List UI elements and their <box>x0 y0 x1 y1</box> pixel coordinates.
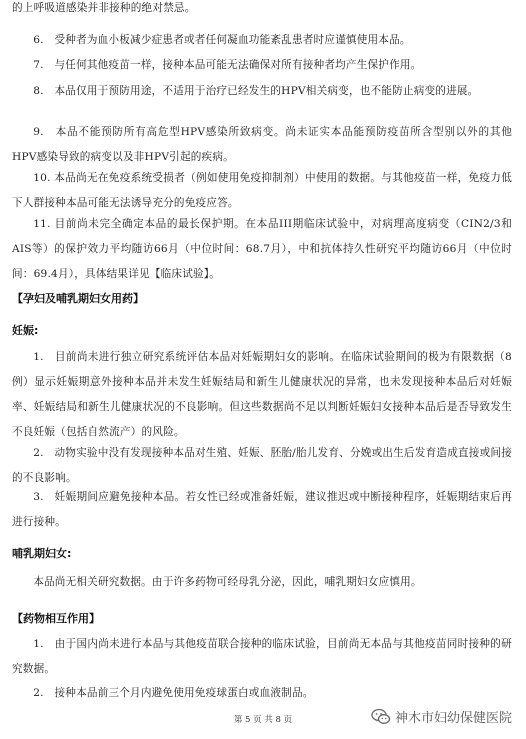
watermark-text: 神木市妇幼保健医院 <box>394 711 512 726</box>
paragraph-9: 9. 本品不能预防所有高危型HPV感染所致病变。尚未证实本品能预防疫苗所含型别以外的其他HPV感染导致的病变以及非HPV引起的疾病。 <box>12 126 512 163</box>
section-title-interactions: 【药物相互作用】 <box>12 612 100 625</box>
paragraph-7: 7. 与任何其他疫苗一样，接种本品可能无法确保对所有接种者均产生保护作用。 <box>33 59 422 71</box>
interaction-item-1: 1. 由于国内尚未进行本品与其他疫苗联合接种的临床试验，目前尚无本品与其他疫苗同时接种的研究数据。 <box>12 638 512 675</box>
lactation-label: 哺乳期妇女: <box>12 547 72 560</box>
paragraph-10: 10. 本品尚无在免疫系统受损者（例如使用免疫抑制剂）中使用的数据。与其他疫苗一样，免疫力低下人群接种本品可能无法诱导充分的免疫应答。 <box>12 172 512 209</box>
section-title-pregnancy: 【孕妇及哺乳期妇女用药】 <box>12 292 144 305</box>
pregnancy-item-2: 2. 动物实验中没有发现接种本品对生殖、妊娠、胚胎/胎儿发育、分娩或出生后发育造成直接或间接的不良影响。 <box>12 447 512 484</box>
interaction-item-2: 2. 接种本品前三个月内避免使用免疫球蛋白或血液制品。 <box>33 687 314 699</box>
pregnancy-item-3: 3. 妊娠期间应避免接种本品。若女性已经或准备妊娠，建议推迟或中断接种程序，妊娠期结束后再进行接种。 <box>12 491 512 528</box>
paragraph-11: 11. 目前尚未完全确定本品的最长保护期。在本品III期临床试验中，对病理高度病变（CIN2/3和AIS等）的保护效力平均随访66月（中位时间：68.7月），中和抗体持久性研究平均随访66月（中位时间：69.4月），具体结果详见【临床试验】。 <box>12 218 512 280</box>
watermark <box>367 705 516 728</box>
paragraph-8: 8. 本品仅用于预防用途，不适用于治疗已经发生的HPV相关病变，也不能防止病变的进展。 <box>33 85 479 97</box>
paragraph-6: 6. 受种者为血小板减少症患者或者任何凝血功能紊乱患者时应谨慎使用本品。 <box>33 34 411 46</box>
page-footer: 第 5 页 共 8 页 <box>233 715 293 725</box>
pregnancy-item-1: 1. 目前尚未进行独立研究系统评估本品对妊娠期妇女的影响。在临床试验期间的极为有限数据（8例）显示妊娠期意外接种本品并未发生妊娠结局和新生儿健康状况的异常，也未发现接种本品后对妊娠率、妊娠结局和新生儿健康状况的不良影响。但这些数据尚不足以判断妊娠妇女接种本品后是否导致发生不良妊娠（包括自然流产）的风险。 <box>12 351 512 438</box>
pregnancy-label: 妊娠: <box>12 324 39 337</box>
lactation-text: 本品尚无相关研究数据。由于许多药物可经母乳分泌，因此，哺乳期妇女应慎用。 <box>33 576 422 588</box>
wechat-logo-icon <box>371 708 391 726</box>
paragraph-5-tail: 的上呼吸道感染并非接种的绝对禁忌。 <box>12 2 196 14</box>
